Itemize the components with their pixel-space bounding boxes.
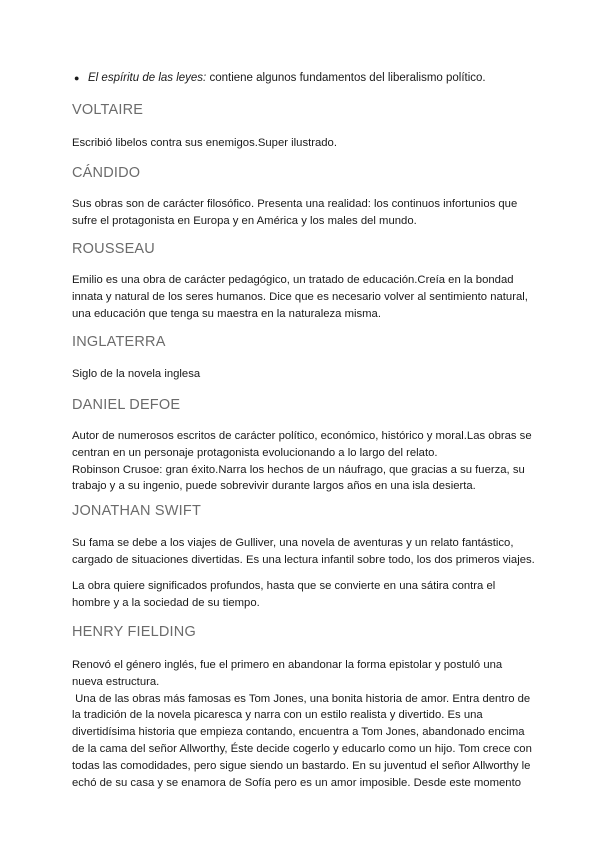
paragraph-rousseau	[72, 272, 532, 322]
text-line: Renovó el género inglés, fue el primero en abandonar la forma epistolar y postuló una	[72, 659, 503, 671]
bullet-text: contiene algunos fundamentos del liberalismo político.	[206, 72, 486, 84]
text-line: Su fama se debe a los viajes de Gulliver, una novela de aventuras y un relato fantástico,	[72, 537, 514, 549]
text-line: hombre y a la sociedad de su tiempo.	[72, 596, 260, 609]
bullet-item	[74, 70, 486, 86]
text-line: centran en un personaje protagonista evolucionando a lo largo del relato.	[72, 446, 438, 459]
text-line: Emilio es una obra de carácter pedagógico, un tratado de educación.Creía en la bondad	[72, 274, 514, 286]
text-line: Escribió libelos contra sus enemigos.Super ilustrado.	[72, 137, 337, 149]
text-line: sufre el protagonista en Europa y en América y los males del mundo.	[72, 214, 417, 227]
heading-rousseau: ROUSSEAU	[72, 241, 155, 257]
bullet-italic-title: El espíritu de las leyes:	[88, 72, 207, 84]
paragraph-jonathan-swift-2	[72, 578, 532, 612]
text-line: innata y natural de los seres humanos. Dice que es necesario volver al sentimiento natural,	[72, 290, 528, 303]
heading-voltaire: VOLTAIRE	[72, 102, 144, 118]
heading-jonathan-swift: JONATHAN SWIFT	[72, 503, 201, 519]
text-line: Autor de numerosos escritos de carácter político, económico, histórico y moral.Las obras se	[72, 430, 532, 442]
text-line: nueva estructura.	[72, 675, 160, 688]
text-line: de la cama del señor Allworthy, Éste decide cogerlo y educarlo como un hijo. Tom crece con	[72, 742, 532, 755]
text-line: Siglo de la novela inglesa	[72, 368, 201, 380]
paragraph-daniel-defoe	[72, 428, 532, 495]
text-line: todas las comodidades, pero sigue siendo un bastardo. En su juventud el señor Allworthy le	[72, 759, 531, 772]
heading-candido: CÁNDIDO	[72, 165, 141, 181]
paragraph-candido	[72, 196, 532, 230]
paragraph-henry-fielding	[72, 657, 532, 791]
text-line: trabajo y a su ingenio, puede sobrevivir durante largos años en una isla desierta.	[72, 480, 476, 493]
text-line: echó de su casa y se enamora de Sofía pero es un amor imposible. Desde este momento	[72, 776, 521, 789]
text-line: la tradición de la novela picaresca y narra con un estilo realista y divertido. Es una	[72, 709, 483, 722]
bullet-dot-icon: ●	[74, 73, 80, 83]
paragraph-voltaire	[72, 135, 532, 152]
text-line: una educación que tenga su maestra en la naturaleza misma.	[72, 307, 381, 320]
text-line: Una de las obras más famosas es Tom Jones, una bonita historia de amor. Entra dentro de	[72, 692, 531, 705]
text-line: divertidísima historia que empieza contando, encuentra a Tom Jones, abandonado encima	[72, 726, 525, 739]
paragraph-jonathan-swift-1	[72, 535, 535, 569]
heading-henry-fielding: HENRY FIELDING	[72, 624, 196, 640]
heading-daniel-defoe: DANIEL DEFOE	[72, 397, 181, 413]
text-line: Sus obras son de carácter filosófico. Presenta una realidad: los continuos infortunios que	[72, 198, 518, 210]
heading-inglaterra: INGLATERRA	[72, 334, 166, 350]
paragraph-inglaterra	[72, 366, 532, 383]
text-line: Robinson Crusoe: gran éxito.Narra los hechos de un náufrago, que gracias a su fuerza, su	[72, 463, 525, 476]
text-line: cargado de situaciones divertidas. Es una lectura infantil sobre todo, los dos primeros viajes.	[72, 553, 535, 566]
text-line: La obra quiere significados profundos, hasta que se convierte en una sátira contra el	[72, 580, 496, 592]
